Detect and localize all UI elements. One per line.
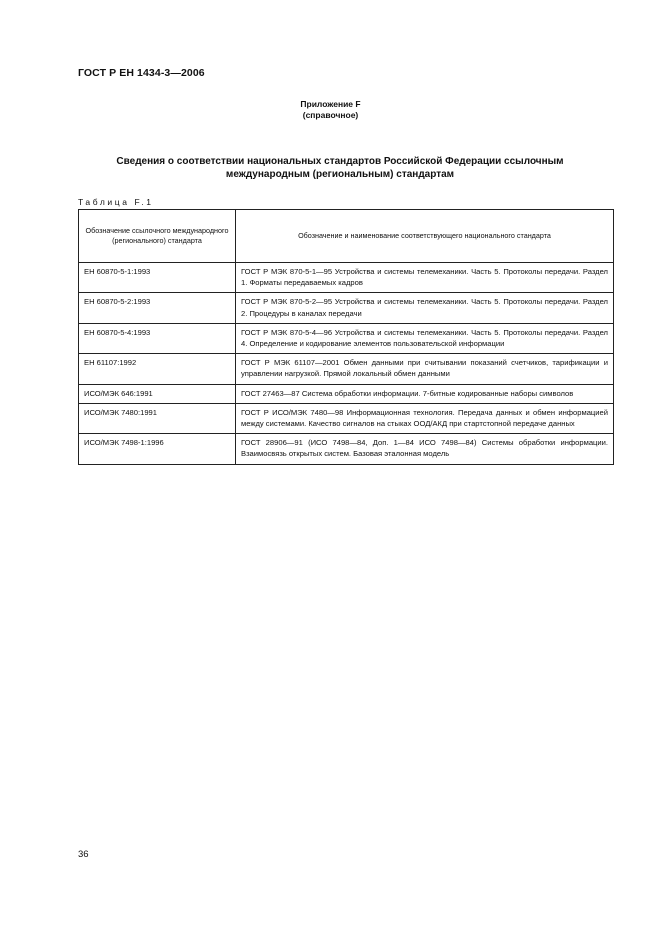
table-row <box>79 293 614 323</box>
appendix-note: (справочное) <box>302 110 359 120</box>
section-title-line-1: Сведения о соответствии национальных стандартов Российской Федерации ссылочным <box>116 156 564 167</box>
national-standard-cell: ГОСТ Р МЭК 61107—2001 Обмен данными при считывании показаний счетчиков, тарификации и управлении нагрузкой. Прямой локальный обмен данными <box>236 354 614 384</box>
table-caption: Таблица F.1 <box>78 197 154 207</box>
reference-standard-cell: ЕН 60870-5-1:1993 <box>79 263 236 293</box>
reference-standard-cell: ИСО/МЭК 646:1991 <box>79 384 236 403</box>
table-row <box>79 403 614 433</box>
national-standard-cell: ГОСТ Р МЭК 870-5-2—95 Устройства и системы телемеханики. Часть 5. Протоколы передачи. Раздел 2. Процедуры в каналах передачи <box>236 293 614 323</box>
appendix-label: Приложение F <box>300 99 361 109</box>
national-standard-cell: ГОСТ 28906—91 (ИСО 7498—84, Доп. 1—84 ИСО 7498—84) Системы обработки информации. Взаимосвязь открытых систем. Базовая эталонная модель <box>236 434 614 464</box>
header-reference-standard: Обозначение ссылочного международного (регионального) стандарта <box>79 210 236 263</box>
section-title <box>80 155 600 181</box>
document-code: ГОСТ Р ЕН 1434-3—2006 <box>78 67 205 79</box>
table-row <box>79 354 614 384</box>
table-row <box>79 263 614 293</box>
header-national-standard: Обозначение и наименование соответствующего национального стандарта <box>236 210 614 263</box>
table-row <box>79 384 614 403</box>
table-header-row <box>79 210 614 263</box>
page-number: 36 <box>78 849 89 860</box>
reference-standard-cell: ЕН 61107:1992 <box>79 354 236 384</box>
section-title-line-2: международным (региональным) стандартам <box>225 169 455 180</box>
reference-standard-cell: ИСО/МЭК 7498-1:1996 <box>79 434 236 464</box>
national-standard-cell: ГОСТ Р ИСО/МЭК 7480—98 Информационная технология. Передача данных и обмен информацией между системами. Качество сигналов на стыках ООД/АКД при стартстопной передаче данных <box>236 403 614 433</box>
reference-standard-cell: ЕН 60870-5-4:1993 <box>79 323 236 353</box>
national-standard-cell: ГОСТ Р МЭК 870-5-1—95 Устройства и системы телемеханики. Часть 5. Протоколы передачи. Раздел 1. Форматы передаваемых кадров <box>236 263 614 293</box>
table-row <box>79 323 614 353</box>
reference-standard-cell: ЕН 60870-5-2:1993 <box>79 293 236 323</box>
national-standard-cell: ГОСТ Р МЭК 870-5-4—96 Устройства и системы телемеханики. Часть 5. Протоколы передачи. Раздел 4. Определение и кодирование элементов пользовательской информации <box>236 323 614 353</box>
table-row <box>79 434 614 464</box>
correspondence-table <box>78 209 614 465</box>
appendix-heading <box>0 99 661 121</box>
reference-standard-cell: ИСО/МЭК 7480:1991 <box>79 403 236 433</box>
national-standard-cell: ГОСТ 27463—87 Система обработки информации. 7-битные кодированные наборы символов <box>236 384 614 403</box>
